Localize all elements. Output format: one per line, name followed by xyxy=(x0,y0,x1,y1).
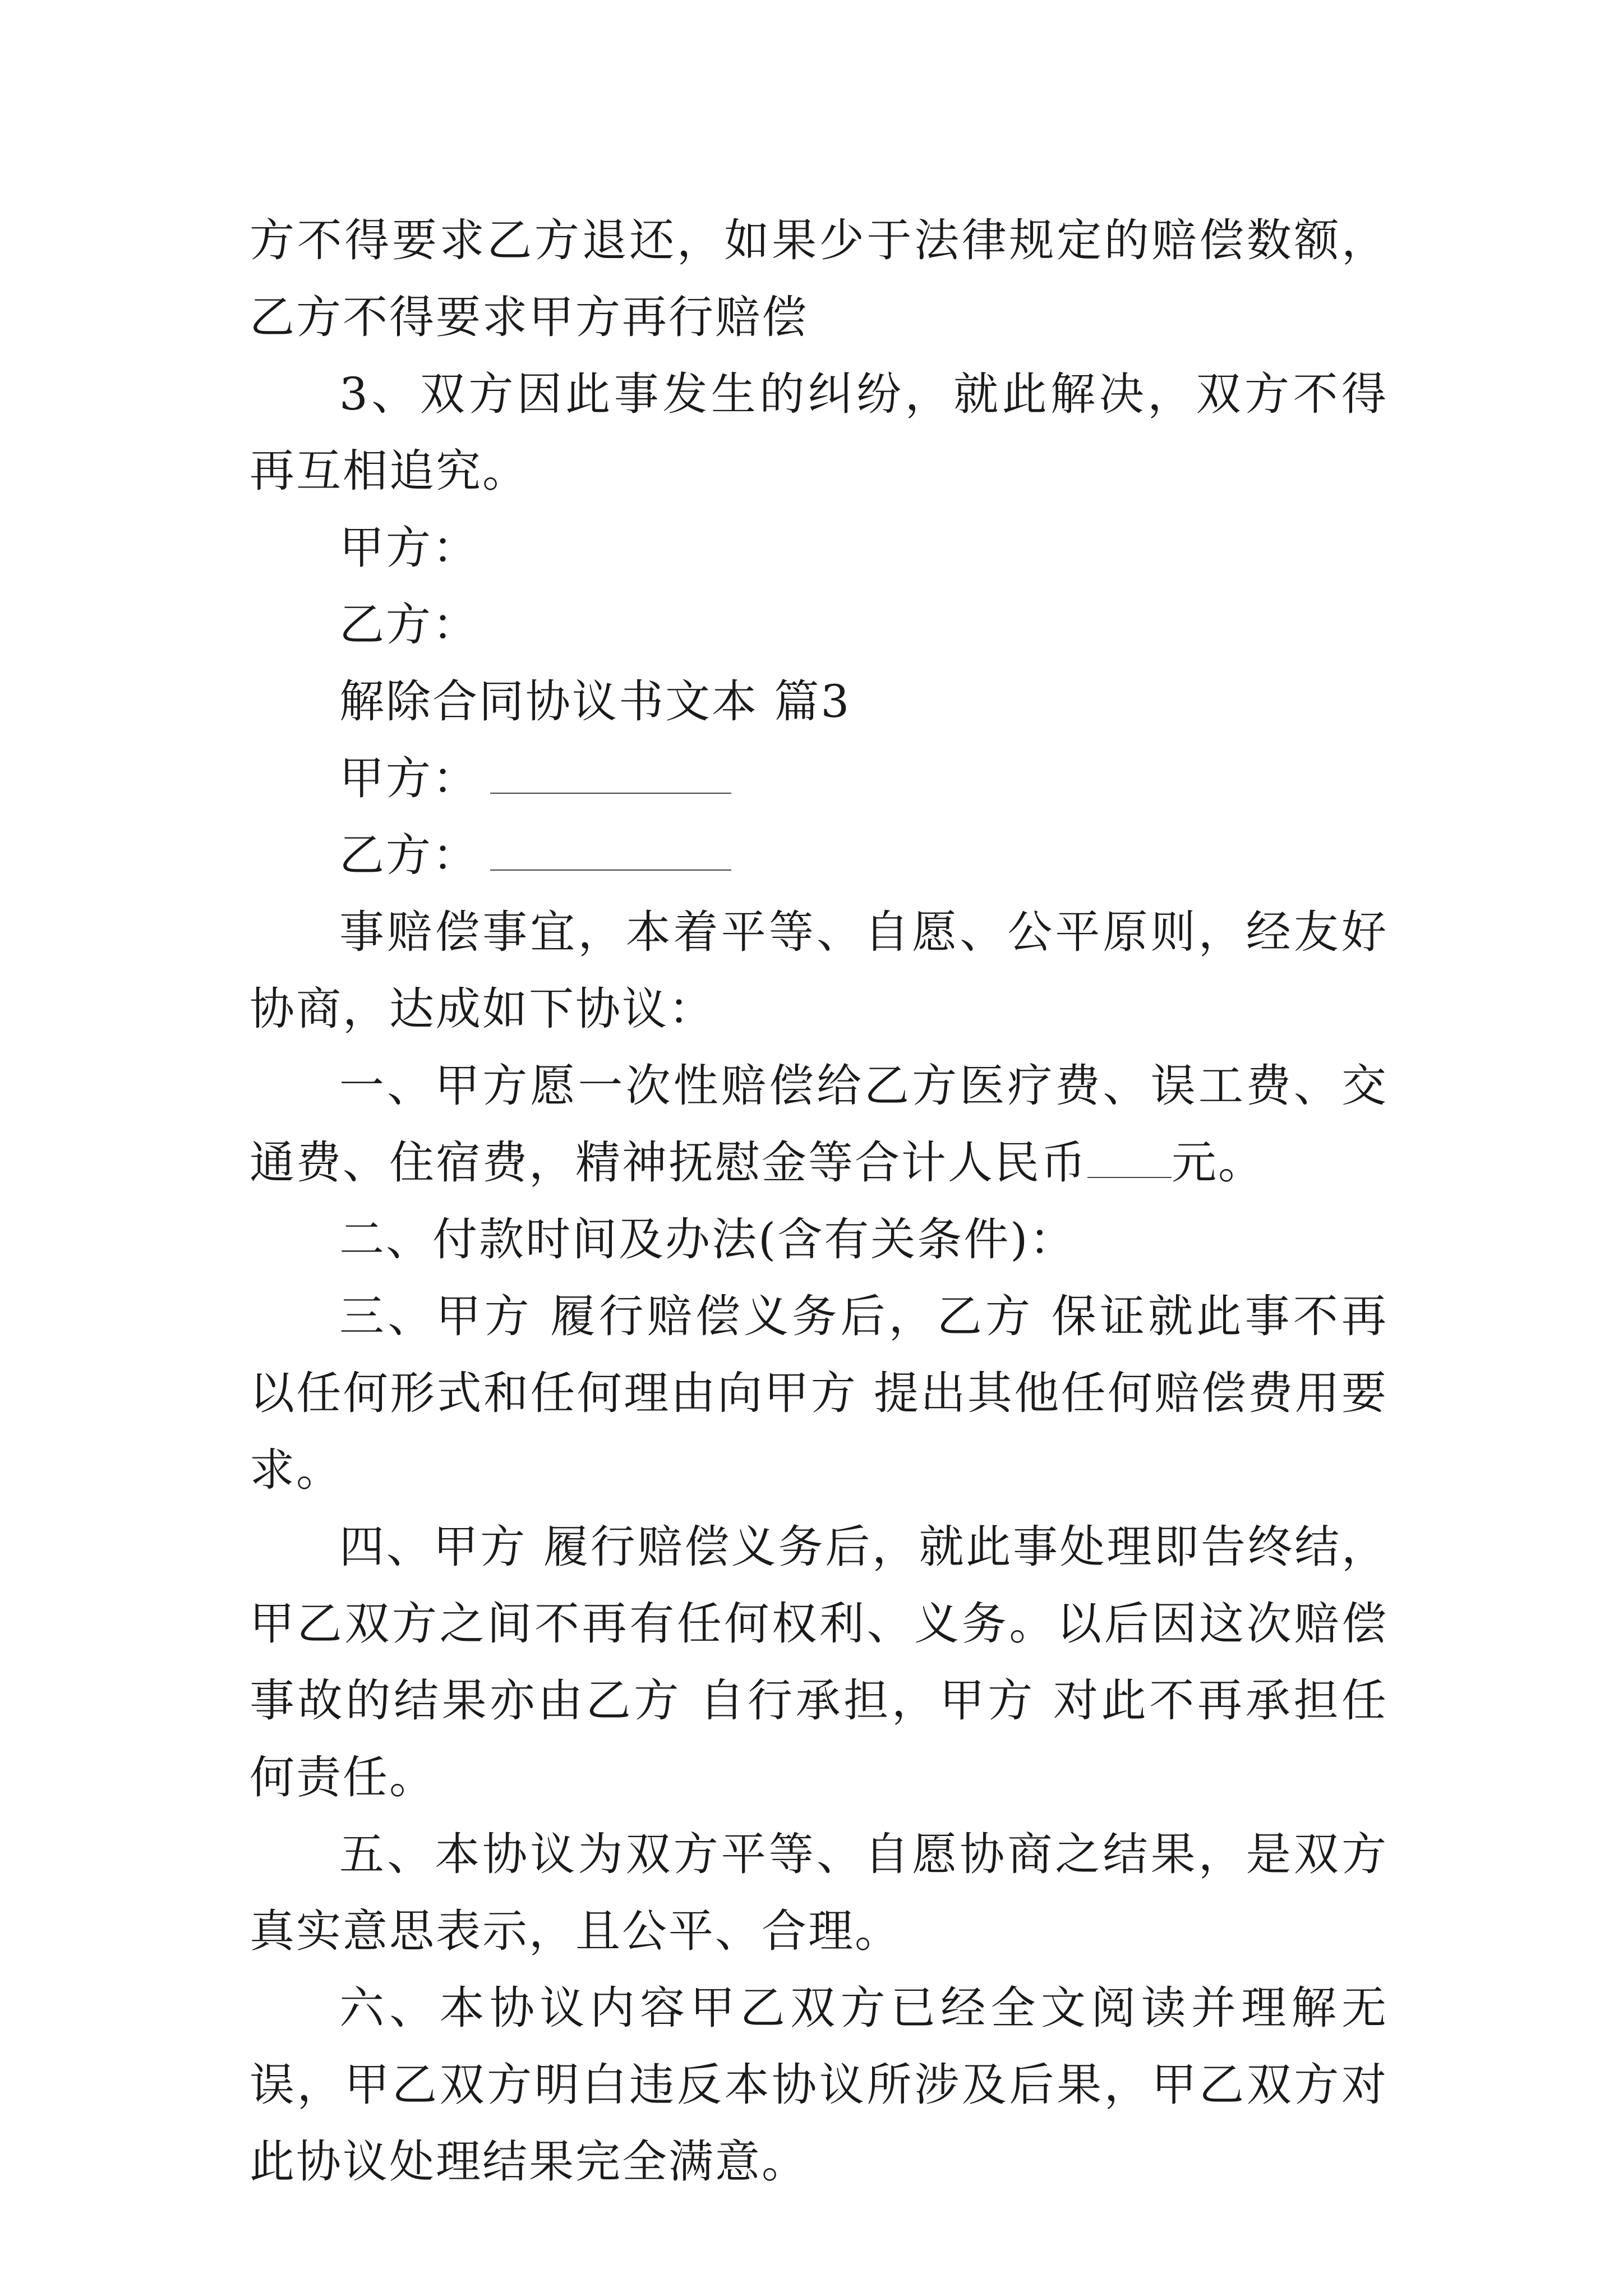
party-a-label: 甲方： xyxy=(339,752,479,804)
party-a-blank xyxy=(490,759,731,794)
clause-1-text: 一、甲方愿一次性赔偿给乙方医疗费、误工费、交通费、住宿费，精神抚慰金等合计人民币 xyxy=(250,1060,1388,1189)
clause-1 xyxy=(250,1047,1388,1201)
party-b-signature-label: 乙方： xyxy=(339,599,479,651)
party-a-signature-label: 甲方： xyxy=(339,522,479,574)
section-heading: 解除合同协议书文本 篇3 xyxy=(339,675,851,728)
clause-2: 二、付款时间及办法(含有关条件)： xyxy=(339,1213,1076,1266)
clause-4: 四、甲方 履行赔偿义务后，就此事处理即告终结，甲乙双方之间不再有任何权利、义务。以后因这次赔偿事故的结果亦由乙方 自行承担，甲方 对此不再承担任何责任。 xyxy=(250,1521,1388,1803)
document-body xyxy=(250,202,1388,2200)
party-b-blank xyxy=(490,836,731,871)
party-b-line xyxy=(250,817,1388,894)
clause-3: 3、双方因此事发生的纠纷，就此解决，双方不得再互相追究。 xyxy=(250,368,1388,497)
clause-5: 五、本协议为双方平等、自愿协商之结果，是双方真实意思表示，且公平、合理。 xyxy=(250,1828,1388,1957)
paragraph-continuation: 方不得要求乙方退还，如果少于法律规定的赔偿数额，乙方不得要求甲方再行赔偿 xyxy=(250,214,1388,343)
clause-1-unit: 元。 xyxy=(1172,1137,1265,1189)
clause-3-cn: 三、甲方 履行赔偿义务后，乙方 保证就此事不再以任何形式和任何理由向甲方 提出其他任何赔偿费用要求。 xyxy=(250,1290,1388,1496)
party-a-line xyxy=(250,740,1388,817)
amount-blank xyxy=(1087,1143,1172,1178)
party-b-label: 乙方： xyxy=(339,829,479,881)
clause-6: 六、本协议内容甲乙双方已经全文阅读并理解无误，甲乙双方明白违反本协议所涉及后果，甲乙双方对此协议处理结果完全满意。 xyxy=(250,1982,1388,2188)
preamble: 事赔偿事宜，本着平等、自愿、公平原则，经友好协商，达成如下协议： xyxy=(250,906,1388,1035)
